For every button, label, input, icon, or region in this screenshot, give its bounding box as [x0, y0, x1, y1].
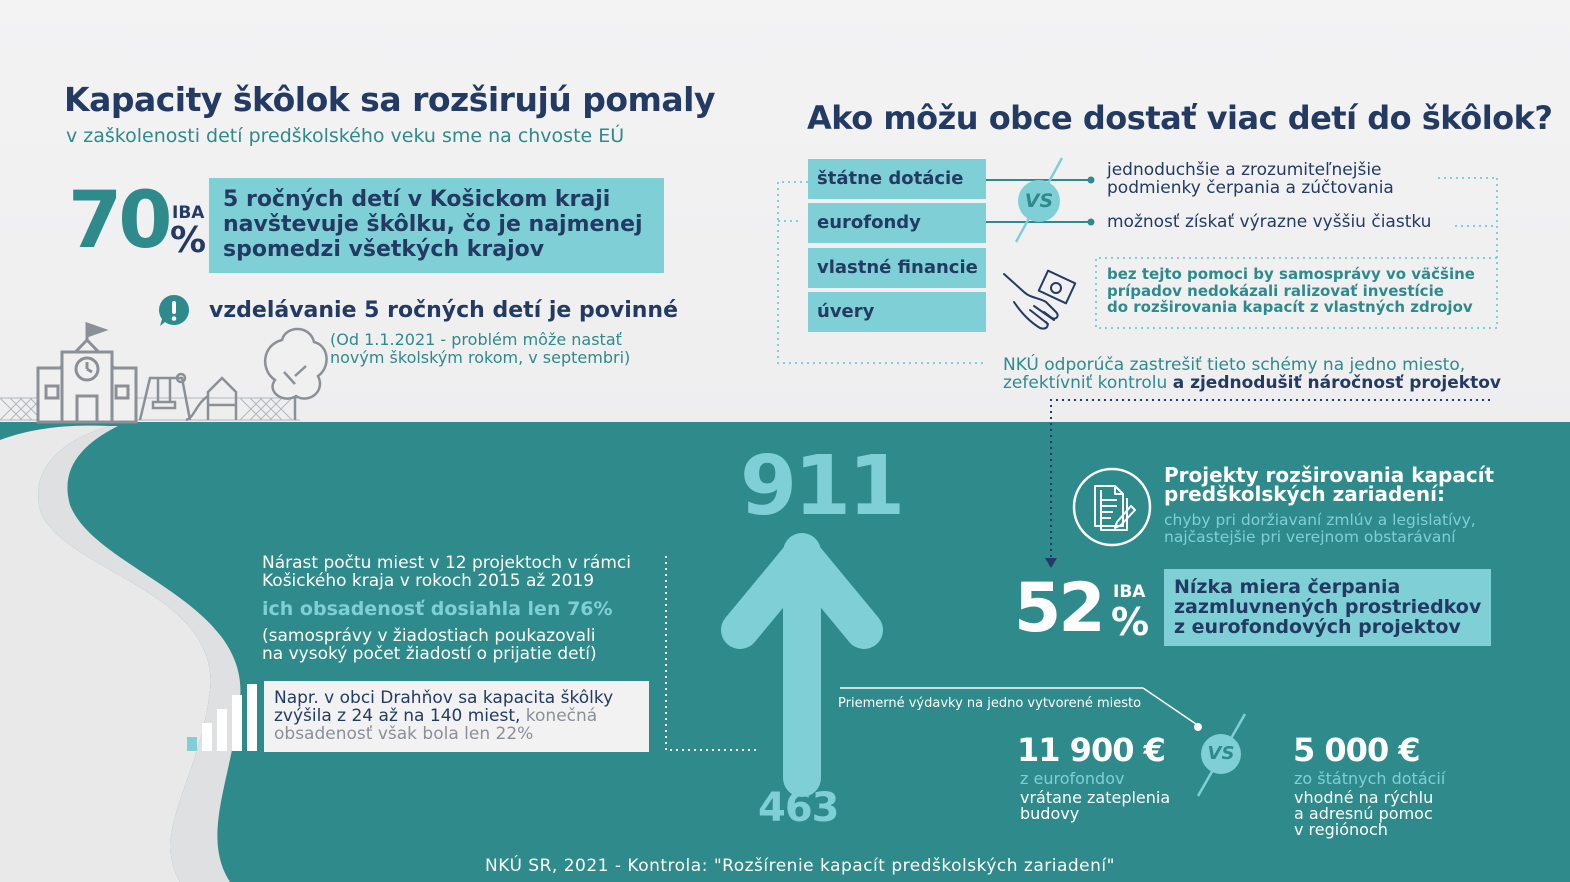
- benefit-line: podmienky čerpania a zúčtovania: [1107, 178, 1394, 198]
- example-grey: konečná: [525, 706, 598, 726]
- stat-70-number: 70: [68, 176, 169, 266]
- stat-52-box: [1164, 569, 1491, 646]
- stat-70-iba: IBA: [172, 203, 205, 223]
- note-line: prípadov nedokázali ralizovať investície: [1107, 281, 1444, 300]
- note-line: novým školským rokom, v septembri): [330, 348, 631, 367]
- rec-line: [1003, 374, 1501, 392]
- rec-highlight: a zjednodušiť náročnosť projektov: [1172, 373, 1501, 393]
- nku-recommendation: [1003, 356, 1501, 392]
- dot: [1194, 723, 1202, 731]
- source-loans: úvery: [808, 292, 986, 332]
- eu-cost-source: z eurofondov: [1020, 769, 1125, 788]
- playground: [140, 374, 236, 420]
- source-eurofunds: eurofondy: [808, 203, 986, 243]
- error-line: najčastejšie pri verejnom obstarávaní: [1164, 528, 1456, 546]
- note-line: na vysoký počet žiadostí o prijatie detí): [262, 644, 597, 664]
- document-icon: [1071, 466, 1153, 548]
- title-right: Ako môžu obce dostať viac detí do škôlok?: [807, 99, 1553, 137]
- note-line: vhodné na rýchlu: [1294, 788, 1434, 807]
- box-line: z eurofondových projektov: [1174, 616, 1461, 638]
- title-line: predškolských zariadení:: [1164, 482, 1445, 506]
- school-building: [38, 324, 136, 422]
- note-line: (Od 1.1.2021 - problém môže nastať: [330, 330, 622, 349]
- note-line: v regiónoch: [1294, 820, 1388, 839]
- note-line: (samosprávy v žiadostiach poukazovali: [262, 626, 596, 646]
- stat-52-percent: %: [1111, 600, 1150, 644]
- note-line: budovy: [1020, 804, 1080, 823]
- example-text: zvýšila z 24 až na 140 miest,: [274, 706, 526, 726]
- stat-70-box: [209, 178, 664, 273]
- stat-52-number: 52: [1014, 569, 1103, 648]
- box-line: spomedzi všetkých krajov: [223, 237, 545, 262]
- example-line: obsadenosť však bola len 22%: [274, 724, 534, 744]
- subtitle-left: v zaškolenosti detí predškolského veku sme na chvoste EÚ: [66, 125, 625, 147]
- footer-source: NKÚ SR, 2021 - Kontrola: "Rozšírenie kapacít predškolských zariadení": [485, 856, 1115, 876]
- box-line: Nízka miera čerpania: [1174, 576, 1401, 598]
- occupancy-text: ich obsadenosť dosiahla len 76%: [262, 598, 613, 620]
- requests-note: [262, 627, 597, 663]
- state-cost-source: zo štátnych dotácií: [1294, 769, 1446, 788]
- vs-badge: VS: [1018, 180, 1060, 222]
- projects-errors: [1164, 512, 1476, 546]
- benefit-line: jednoduchšie a zrozumiteľnejšie: [1107, 160, 1382, 180]
- note-line: a adresnú pomoc: [1294, 804, 1433, 823]
- rec-line: NKÚ odporúča zastrešiť tieto schémy na jedno miesto,: [1003, 355, 1466, 375]
- source-own-finances: vlastné financie: [808, 248, 986, 288]
- vs-badge: VS: [1201, 734, 1241, 774]
- projects-title: [1164, 463, 1495, 506]
- title-line: Projekty rozširovania kapacít: [1164, 463, 1495, 487]
- without-help-note: [1107, 266, 1475, 316]
- example-line: [274, 707, 639, 725]
- capacity-to-number: 911: [740, 439, 903, 534]
- mandatory-text: vzdelávanie 5 ročných detí je povinné: [209, 298, 679, 323]
- desc-line: Košického kraja v rokoch 2015 až 2019: [262, 571, 595, 591]
- note-line: do rozširovania kapacít z vlastných zdrojov: [1107, 298, 1473, 316]
- capacity-from-number: 463: [758, 785, 839, 831]
- hand-money-icon: [1000, 262, 1080, 332]
- drahnov-example-box: [264, 681, 649, 752]
- exclamation-icon: [157, 293, 191, 327]
- avg-cost-label: Priemerné výdavky na jedno vytvorené miesto: [838, 696, 1142, 711]
- example-line: Napr. v obci Drahňov sa kapacita škôlky: [274, 688, 614, 708]
- eu-cost-amount: 11 900 €: [1017, 731, 1165, 769]
- eu-cost-note: [1020, 790, 1170, 822]
- note-line: vrátane zateplenia: [1020, 788, 1171, 807]
- desc-line: Nárast počtu miest v 12 projektoch v rámci: [262, 553, 631, 573]
- title-left: Kapacity škôlok sa rozširujú pomaly: [64, 80, 716, 119]
- source-state-subsidies: štátne dotácie: [808, 159, 986, 199]
- benefit-higher-amount: možnosť získať výrazne vyššiu čiastku: [1107, 212, 1432, 232]
- stat-70-percent: %: [170, 220, 207, 261]
- stat-52-iba: IBA: [1113, 582, 1146, 602]
- dot: [1088, 177, 1095, 184]
- mandatory-note: [330, 331, 630, 367]
- note-line: bez tejto pomoci by samosprávy vo väčšine: [1107, 265, 1475, 283]
- state-cost-note: [1294, 790, 1433, 838]
- box-line: zazmluvnených prostriedkov: [1174, 596, 1482, 618]
- error-line: chyby pri doržiavaní zmlúv a legislatívy,: [1164, 511, 1476, 529]
- growth-description: [262, 554, 631, 590]
- state-cost-amount: 5 000 €: [1293, 731, 1420, 769]
- tree: [265, 329, 326, 420]
- benefit-simpler: [1107, 161, 1394, 197]
- dot: [1088, 219, 1095, 226]
- rec-text: zefektívniť kontrolu: [1003, 373, 1173, 393]
- box-line: 5 ročných detí v Košickom kraji: [223, 187, 611, 212]
- box-line: navštevuje škôlku, čo je najmenej: [223, 212, 643, 237]
